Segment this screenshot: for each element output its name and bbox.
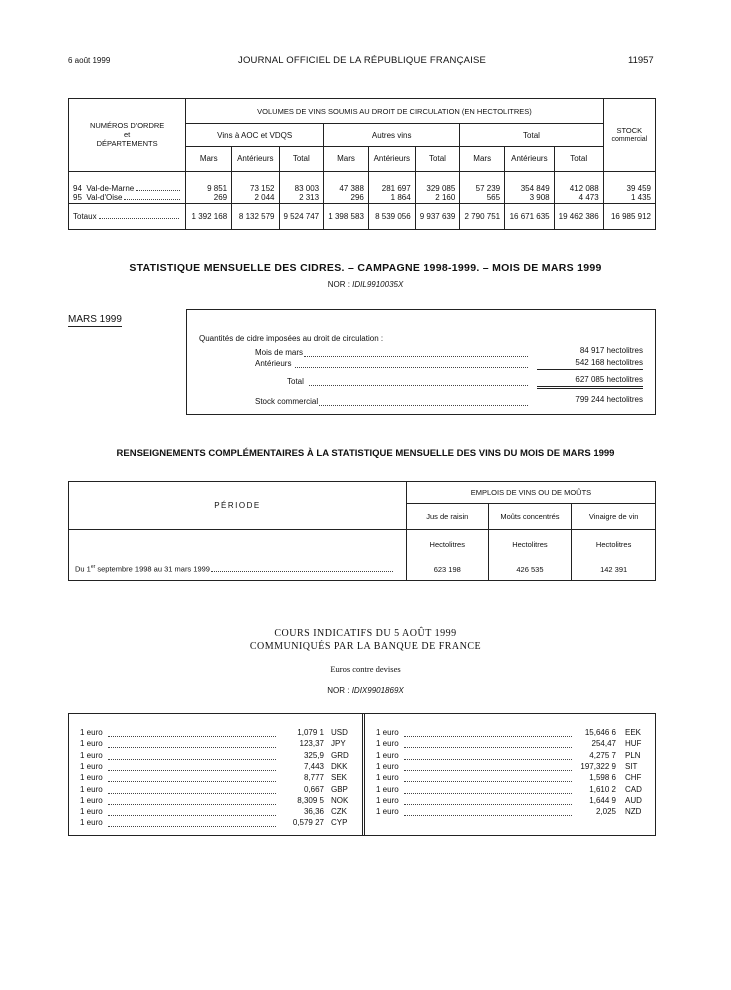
rate-value: 7,443 — [303, 761, 324, 771]
numeros-header — [69, 99, 186, 172]
currency-code: CHF — [625, 773, 642, 783]
rate-label: 1 euro — [376, 807, 399, 817]
group-autres-header: Autres vins — [324, 124, 460, 147]
leader-dots — [404, 736, 572, 737]
leader-dots — [108, 781, 276, 782]
cidre-nor — [0, 280, 731, 289]
sub-mars: Mars — [460, 147, 505, 171]
mois-value: 84 917 hectolitres — [579, 346, 643, 355]
currency-code: HUF — [625, 739, 642, 749]
cidre-intro: Quantités de cidre imposées au droit de circulation : — [199, 334, 384, 343]
rate-label: 1 euro — [80, 818, 103, 828]
cours-title-line1: COURS INDICATIFS DU 5 AOÛT 1999 — [274, 628, 457, 639]
period-prefix: Du 1 — [75, 564, 91, 574]
col-vinaigre-header: Vinaigre de vin — [572, 504, 656, 530]
leader-dots — [295, 367, 528, 368]
dept-name: Val-d'Oise — [86, 193, 123, 203]
column-divider — [362, 713, 365, 836]
rate-value: 1,644 9 — [589, 795, 616, 805]
cours-nor — [0, 686, 731, 695]
nor-label: NOR : — [327, 280, 350, 289]
leader-dots — [309, 385, 528, 386]
departements-label: DÉPARTEMENTS — [96, 139, 158, 149]
rate-row — [376, 762, 655, 773]
rate-row — [80, 796, 361, 807]
unit-label: Hectolitres — [572, 530, 656, 558]
value-cell: 39 459 — [603, 183, 655, 193]
stock-label: STOCK — [616, 125, 643, 135]
rate-row — [376, 785, 655, 796]
rate-value: 1,598 6 — [589, 773, 616, 783]
volumes-header: VOLUMES DE VINS SOUMIS AU DROIT DE CIRCULATION (EN HECTOLITRES) — [186, 99, 603, 124]
dept-cell — [69, 183, 186, 193]
rate-value: 325,9 — [303, 750, 324, 760]
rate-row — [80, 751, 361, 762]
rate-label: 1 euro — [80, 728, 103, 737]
dept-cell — [69, 193, 186, 203]
table-row — [69, 183, 656, 193]
dept-number: 95 — [73, 193, 82, 203]
leader-dots — [108, 815, 276, 816]
leader-dots — [108, 759, 276, 760]
leader-dots — [404, 781, 572, 782]
total-cell: 19 462 386 — [554, 203, 603, 229]
rate-row — [80, 785, 361, 796]
value-cell: 2 313 — [279, 193, 324, 203]
unit-label: Hectolitres — [488, 530, 572, 558]
currency-code: NOK — [331, 795, 349, 805]
rate-value: 197,322 9 — [580, 761, 616, 771]
renseignements-title: RENSEIGNEMENTS COMPLÉMENTAIRES À LA STATISTIQUE MENSUELLE DES VINS DU MOIS DE MARS 1999 — [116, 448, 615, 459]
sub-total: Total — [279, 147, 324, 171]
leader-dots — [404, 804, 572, 805]
value-cell: 296 — [324, 193, 369, 203]
rate-label: 1 euro — [80, 784, 103, 794]
unit-label: Hectolitres — [406, 530, 488, 558]
currency-code: NZD — [625, 807, 642, 817]
rate-value: 8,309 5 — [297, 795, 324, 805]
total-cell: 1 392 168 — [186, 203, 232, 229]
leader-dots — [404, 815, 572, 816]
cidre-quantities-box — [186, 309, 656, 415]
value-cell: 565 — [460, 193, 505, 203]
stock-sub-label: commercial — [611, 135, 648, 143]
rate-value: 1,610 2 — [589, 784, 616, 794]
rate-label: 1 euro — [376, 795, 399, 805]
total-label: Total — [287, 377, 304, 386]
rate-row — [376, 796, 655, 807]
value-cell: 412 088 — [554, 183, 603, 193]
rate-value: 0,667 — [303, 784, 324, 794]
leader-dots — [108, 793, 276, 794]
leader-dots — [319, 405, 528, 406]
totals-row — [69, 203, 656, 229]
rate-row — [376, 751, 655, 762]
page-number: 11957 — [628, 55, 654, 66]
currency-code: CZK — [331, 807, 347, 817]
dept-name: Val-de-Marne — [86, 183, 135, 193]
currency-code: SEK — [331, 773, 348, 783]
rate-row — [376, 728, 655, 739]
stock-header — [603, 99, 655, 172]
col-mouts-header: Moûts concentrés — [488, 504, 572, 530]
leader-dots — [108, 736, 276, 737]
rate-row — [80, 818, 361, 829]
rate-label: 1 euro — [80, 807, 103, 817]
rate-label: 1 euro — [80, 750, 103, 760]
totals-label-cell — [69, 203, 186, 229]
running-date: 6 août 1999 — [68, 56, 111, 65]
numeros-label: NUMÉROS D'ORDRE — [89, 121, 165, 131]
rate-label: 1 euro — [80, 795, 103, 805]
rate-value: 1,079 1 — [297, 728, 324, 737]
leader-dots — [404, 793, 572, 794]
cours-subtitle: Euros contre devises — [330, 664, 401, 674]
leader-dots — [404, 747, 572, 748]
total-cell: 1 398 583 — [324, 203, 369, 229]
total-cell: 9 524 747 — [279, 203, 324, 229]
period-suffix: septembre 1998 au 31 mars 1999 — [95, 564, 210, 574]
periode-header: PÉRIODE — [69, 482, 407, 530]
stock-value: 799 244 hectolitres — [575, 395, 643, 404]
nor-code: IDIL9910035X — [352, 280, 404, 289]
sub-mars: Mars — [324, 147, 369, 171]
leader-dots — [108, 826, 276, 827]
leader-dots — [404, 759, 572, 760]
rate-label: 1 euro — [376, 750, 399, 760]
sub-mars: Mars — [186, 147, 232, 171]
rate-label: 1 euro — [376, 728, 399, 737]
rate-value: 36,36 — [303, 807, 324, 817]
rate-row — [80, 773, 361, 784]
mois-label: Mois de mars — [255, 348, 304, 357]
value-cell: 269 — [186, 193, 232, 203]
value-cell: 623 198 — [406, 558, 488, 580]
value-cell: 426 535 — [488, 558, 572, 580]
currency-code: DKK — [331, 761, 348, 771]
rate-label: 1 euro — [376, 739, 399, 749]
rate-value: 2,025 — [595, 807, 616, 817]
rate-label: 1 euro — [80, 761, 103, 771]
total-cell: 2 790 751 — [460, 203, 505, 229]
rate-label: 1 euro — [376, 784, 399, 794]
month-label: MARS 1999 — [68, 314, 122, 325]
value-cell: 2 044 — [232, 193, 279, 203]
currency-code: CYP — [331, 818, 348, 828]
currency-code: SIT — [625, 761, 638, 771]
value-cell: 57 239 — [460, 183, 505, 193]
rate-row — [80, 728, 361, 739]
cours-title-line2: COMMUNIQUÉS PAR LA BANQUE DE FRANCE — [249, 641, 482, 652]
rate-value: 8,777 — [303, 773, 324, 783]
wine-volumes-table — [68, 98, 656, 230]
rate-label: 1 euro — [80, 739, 103, 749]
leader-dots — [108, 804, 276, 805]
dept-number: 94 — [73, 183, 82, 193]
journal-title: JOURNAL OFFICIEL DE LA RÉPUBLIQUE FRANÇAISE — [238, 55, 487, 66]
currency-code: PLN — [625, 750, 641, 760]
table-row — [69, 193, 656, 203]
nor-code: IDIX9901869X — [351, 686, 404, 695]
rate-row — [80, 762, 361, 773]
rate-value: 4,275 7 — [589, 750, 616, 760]
rate-value: 15,646 6 — [584, 728, 616, 737]
stock-label: Stock commercial — [255, 397, 319, 406]
rate-value: 254,47 — [591, 739, 616, 749]
value-cell: 329 085 — [415, 183, 460, 193]
leader-dots — [404, 770, 572, 771]
total-cell: 8 539 056 — [368, 203, 415, 229]
anterieurs-value: 542 168 hectolitres — [537, 358, 643, 370]
currency-code: GBP — [331, 784, 348, 794]
anterieurs-label: Antérieurs — [255, 359, 292, 368]
emplois-table — [68, 481, 656, 581]
rate-label: 1 euro — [376, 773, 399, 783]
value-cell: 3 908 — [505, 193, 555, 203]
rate-row — [376, 773, 655, 784]
value-cell: 1 435 — [603, 193, 655, 203]
sub-total: Total — [415, 147, 460, 171]
total-cell: 8 132 579 — [232, 203, 279, 229]
currency-code: JPY — [331, 739, 346, 749]
currency-code: AUD — [625, 795, 642, 805]
value-cell: 2 160 — [415, 193, 460, 203]
leader-dots — [304, 356, 528, 357]
total-cell: 9 937 639 — [415, 203, 460, 229]
value-cell: 47 388 — [324, 183, 369, 193]
sub-anterieurs: Antérieurs — [368, 147, 415, 171]
rate-value: 123,37 — [299, 739, 324, 749]
rate-label: 1 euro — [80, 773, 103, 783]
cidre-title: STATISTIQUE MENSUELLE DES CIDRES. – CAMPAGNE 1998-1999. – MOIS DE MARS 1999 — [129, 262, 602, 274]
leader-dots — [108, 770, 276, 771]
period-cell — [69, 558, 407, 580]
value-cell: 281 697 — [368, 183, 415, 193]
sub-anterieurs: Antérieurs — [232, 147, 279, 171]
rate-row — [80, 739, 361, 750]
value-cell: 73 152 — [232, 183, 279, 193]
rate-row — [376, 739, 655, 750]
rate-value: 0,579 27 — [292, 818, 324, 828]
value-cell: 9 851 — [186, 183, 232, 193]
table-row — [69, 558, 656, 580]
currency-code: EEK — [625, 728, 642, 737]
value-cell: 4 473 — [554, 193, 603, 203]
leader-dots — [108, 747, 276, 748]
value-cell: 354 849 — [505, 183, 555, 193]
value-cell: 83 003 — [279, 183, 324, 193]
total-cell: 16 671 635 — [505, 203, 555, 229]
value-cell: 142 391 — [572, 558, 656, 580]
rate-label: 1 euro — [376, 761, 399, 771]
nor-label: NOR : — [327, 686, 350, 695]
total-cell: 16 985 912 — [603, 203, 655, 229]
sub-anterieurs: Antérieurs — [505, 147, 555, 171]
period-sup: er — [90, 564, 96, 571]
total-value: 627 085 hectolitres — [537, 375, 643, 389]
emplois-header: EMPLOIS DE VINS OU DE MOÛTS — [406, 482, 655, 504]
currency-code: CAD — [625, 784, 642, 794]
value-cell: 1 864 — [368, 193, 415, 203]
currency-code: GRD — [331, 750, 349, 760]
currency-code: USD — [331, 728, 348, 737]
rate-row — [80, 807, 361, 818]
et-label: et — [124, 130, 131, 140]
sub-total: Total — [554, 147, 603, 171]
group-total-header: Total — [460, 124, 603, 147]
totals-label: Totaux — [73, 211, 97, 221]
group-aoc-header: Vins à AOC et VDQS — [186, 124, 324, 147]
rate-row — [376, 807, 655, 818]
col-jus-header: Jus de raisin — [406, 504, 488, 530]
